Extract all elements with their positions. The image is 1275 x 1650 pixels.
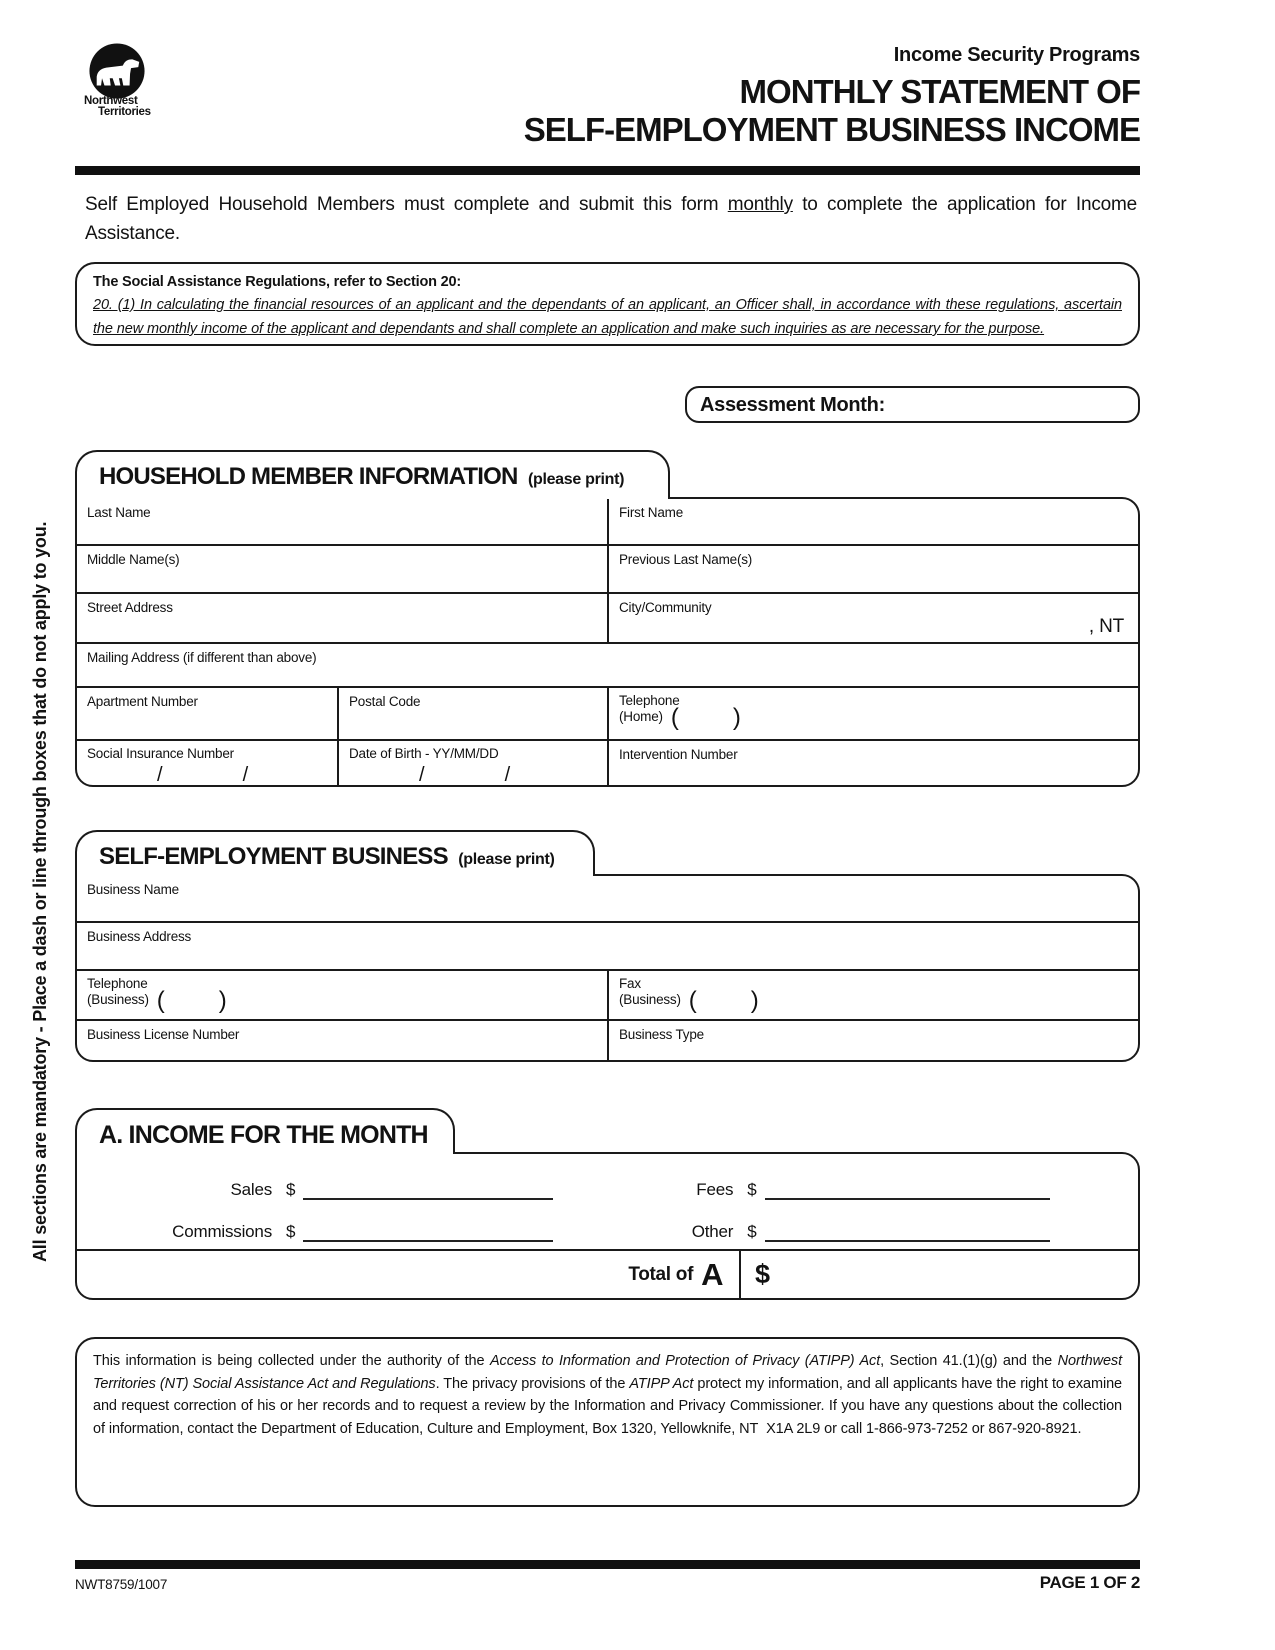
mailing-address-label: Mailing Address (if different than above) — [87, 650, 317, 665]
other-label: Other — [691, 1222, 734, 1241]
regulations-heading: The Social Assistance Regulations, refer to Section 20: — [93, 274, 461, 290]
polar-bear-icon — [88, 42, 146, 100]
telephone-home-label — [619, 704, 1128, 731]
slash: / — [242, 764, 249, 786]
intro-monthly: monthly — [727, 194, 793, 215]
dollar-sign: $ — [286, 1222, 296, 1241]
income-section-header — [75, 1108, 455, 1154]
privacy-text: . The privacy provisions of the — [435, 1375, 630, 1392]
sales-input-line[interactable] — [303, 1180, 553, 1200]
total-row — [77, 1249, 1138, 1298]
sin-slashes — [87, 765, 327, 785]
intervention-number-field[interactable] — [607, 741, 1138, 787]
dollar-sign: $ — [747, 1180, 757, 1199]
middle-name-field[interactable] — [77, 546, 607, 592]
intro-post: to complete the application for Income Assistance. — [85, 194, 1137, 244]
last-name-label: Last Name — [87, 505, 151, 520]
privacy-act-name: Northwest Territories (NT) Social Assistance Act and Regulations — [93, 1353, 1122, 1392]
telephone-home-field[interactable] — [607, 688, 1138, 739]
table-row — [77, 921, 1138, 969]
table-row — [77, 544, 1138, 592]
table-row — [77, 686, 1138, 739]
apartment-number-field[interactable] — [77, 688, 337, 739]
business-type-label: Business Type — [619, 1027, 704, 1042]
business-name-field[interactable] — [77, 876, 1138, 921]
privacy-text: protect my information, and all applicants have the right to examine and request correction of his or her records and to request a review by the Information and Privacy Commissioner. If you have any questions about the collection of information, contact the Department of Education, Culture and Employment, Box 1320, Yellowknife, NT X1A 2L9 or call 1-866-973-7252 or 867-920-8921. — [93, 1375, 1123, 1437]
table-row — [77, 499, 1138, 544]
dob-slashes — [349, 765, 597, 785]
commissions-input-line[interactable] — [303, 1222, 553, 1242]
street-address-label: Street Address — [87, 600, 173, 615]
table-row — [77, 642, 1138, 686]
business-address-field[interactable] — [77, 923, 1138, 969]
intervention-number-label: Intervention Number — [619, 747, 738, 762]
dob-field[interactable] — [337, 741, 607, 787]
logo-caption-line2: Territories — [98, 106, 151, 118]
total-letter-a: A — [701, 1256, 723, 1292]
nt-suffix: , NT — [1088, 616, 1124, 637]
income-title: A. INCOME FOR THE MONTH — [99, 1121, 428, 1149]
fax-label: Fax — [619, 976, 641, 991]
mandatory-side-note: All sections are mandatory - Place a dash or line through boxes that do not apply to you. — [30, 521, 50, 1262]
table-row — [77, 969, 1138, 1019]
total-amount-field[interactable] — [739, 1251, 1138, 1298]
privacy-act-name: Access to Information and Protection of Privacy (ATIPP) Act — [489, 1353, 881, 1369]
footer-rule — [75, 1560, 1140, 1569]
sin-label: Social Insurance Number — [87, 746, 234, 761]
income-box — [75, 1152, 1140, 1300]
business-name-label: Business Name — [87, 882, 179, 897]
intro-paragraph — [85, 190, 1137, 248]
regulations-body: 20. (1) In calculating the financial resources of an applicant and the dependants of an applicant, an Officer shall, in accordance with these regulations, ascertain the new monthly income of the applicant and dependants and shall complete an application and make such inquiries as are necessary for the purpose. — [93, 297, 1122, 337]
business-section-header — [75, 830, 595, 876]
logo-caption — [84, 96, 174, 118]
household-table — [75, 497, 1140, 787]
slash: / — [504, 764, 511, 786]
program-name: Income Security Programs — [893, 44, 1140, 66]
business-label: (Business) — [87, 992, 149, 1007]
header-titles — [300, 44, 1140, 149]
form-title-line2: SELF-EMPLOYMENT BUSINESS INCOME — [523, 111, 1140, 148]
assessment-month-field[interactable] — [685, 386, 1140, 423]
household-title: HOUSEHOLD MEMBER INFORMATION — [99, 463, 518, 490]
business-title: SELF-EMPLOYMENT BUSINESS — [99, 843, 448, 870]
privacy-text: , Section 41.(1)(g) and the — [880, 1353, 1058, 1369]
first-name-field[interactable] — [607, 499, 1138, 544]
business-telephone-label: Telephone — [87, 976, 148, 991]
sin-field[interactable] — [77, 741, 337, 787]
intro-pre: Self Employed Household Members must complete and submit this form — [85, 194, 728, 215]
business-address-label: Business Address — [87, 929, 192, 944]
business-subtitle: (please print) — [458, 851, 555, 868]
previous-last-name-label: Previous Last Name(s) — [619, 552, 753, 567]
middle-name-label: Middle Name(s) — [87, 552, 180, 567]
business-label: (Business) — [619, 992, 681, 1007]
sales-label: Sales — [230, 1180, 272, 1199]
dollar-sign: $ — [286, 1180, 296, 1199]
phone-parens: ( ) — [688, 987, 761, 1014]
regulations-box — [75, 262, 1140, 346]
postal-code-label: Postal Code — [349, 694, 421, 709]
table-row — [77, 1019, 1138, 1062]
telephone-business-field[interactable] — [77, 971, 607, 1019]
total-label-cell — [77, 1251, 739, 1298]
privacy-act-name: ATIPP Act — [629, 1375, 694, 1392]
dollar-sign: $ — [755, 1259, 771, 1289]
nwt-logo — [84, 42, 174, 118]
fax-sub — [619, 987, 1128, 1014]
street-address-field[interactable] — [77, 594, 607, 642]
postal-code-field[interactable] — [337, 688, 607, 739]
business-license-field[interactable] — [77, 1021, 607, 1062]
city-community-label: City/Community — [619, 600, 712, 615]
apartment-number-label: Apartment Number — [87, 694, 198, 709]
business-type-field[interactable] — [607, 1021, 1138, 1062]
fees-input-line[interactable] — [765, 1180, 1050, 1200]
fees-label: Fees — [696, 1180, 734, 1199]
dob-label: Date of Birth - YY/MM/DD — [349, 746, 499, 761]
table-row — [77, 592, 1138, 642]
business-telephone-sub — [87, 987, 597, 1014]
form-title-line1: MONTHLY STATEMENT OF — [739, 73, 1140, 110]
city-community-field[interactable] — [607, 594, 1138, 642]
logo-caption-line1: Northwest — [84, 95, 138, 107]
page-number: PAGE 1 OF 2 — [1039, 1573, 1140, 1592]
income-row-2 — [77, 1210, 1138, 1242]
business-table — [75, 874, 1140, 1062]
header-rule — [75, 166, 1140, 175]
other-input-line[interactable] — [765, 1222, 1050, 1242]
table-row — [77, 876, 1138, 921]
form-number: NWT8759/1007 — [75, 1577, 168, 1592]
household-section-header — [75, 450, 670, 499]
mailing-address-field[interactable] — [77, 644, 1138, 686]
last-name-field[interactable] — [77, 499, 607, 544]
table-row — [77, 739, 1138, 787]
slash: / — [419, 764, 425, 786]
total-of-label: Total of — [628, 1263, 694, 1285]
income-row-1 — [77, 1168, 1138, 1200]
previous-last-name-field[interactable] — [607, 546, 1138, 592]
telephone-label: Telephone — [619, 693, 680, 708]
fax-business-field[interactable] — [607, 971, 1138, 1019]
assessment-month-label: Assessment Month: — [700, 394, 885, 416]
privacy-text: This information is being collected under the authority of the — [93, 1353, 490, 1369]
commissions-label: Commissions — [172, 1222, 272, 1241]
home-label: (Home) — [619, 709, 663, 724]
dollar-sign: $ — [747, 1222, 757, 1241]
household-subtitle: (please print) — [527, 471, 625, 488]
first-name-label: First Name — [619, 505, 684, 520]
privacy-notice — [75, 1337, 1140, 1507]
slash: / — [157, 764, 163, 786]
phone-parens: ( ) — [670, 704, 743, 731]
phone-parens: ( ) — [156, 987, 229, 1014]
form-title — [300, 73, 1140, 149]
business-license-label: Business License Number — [87, 1027, 240, 1042]
